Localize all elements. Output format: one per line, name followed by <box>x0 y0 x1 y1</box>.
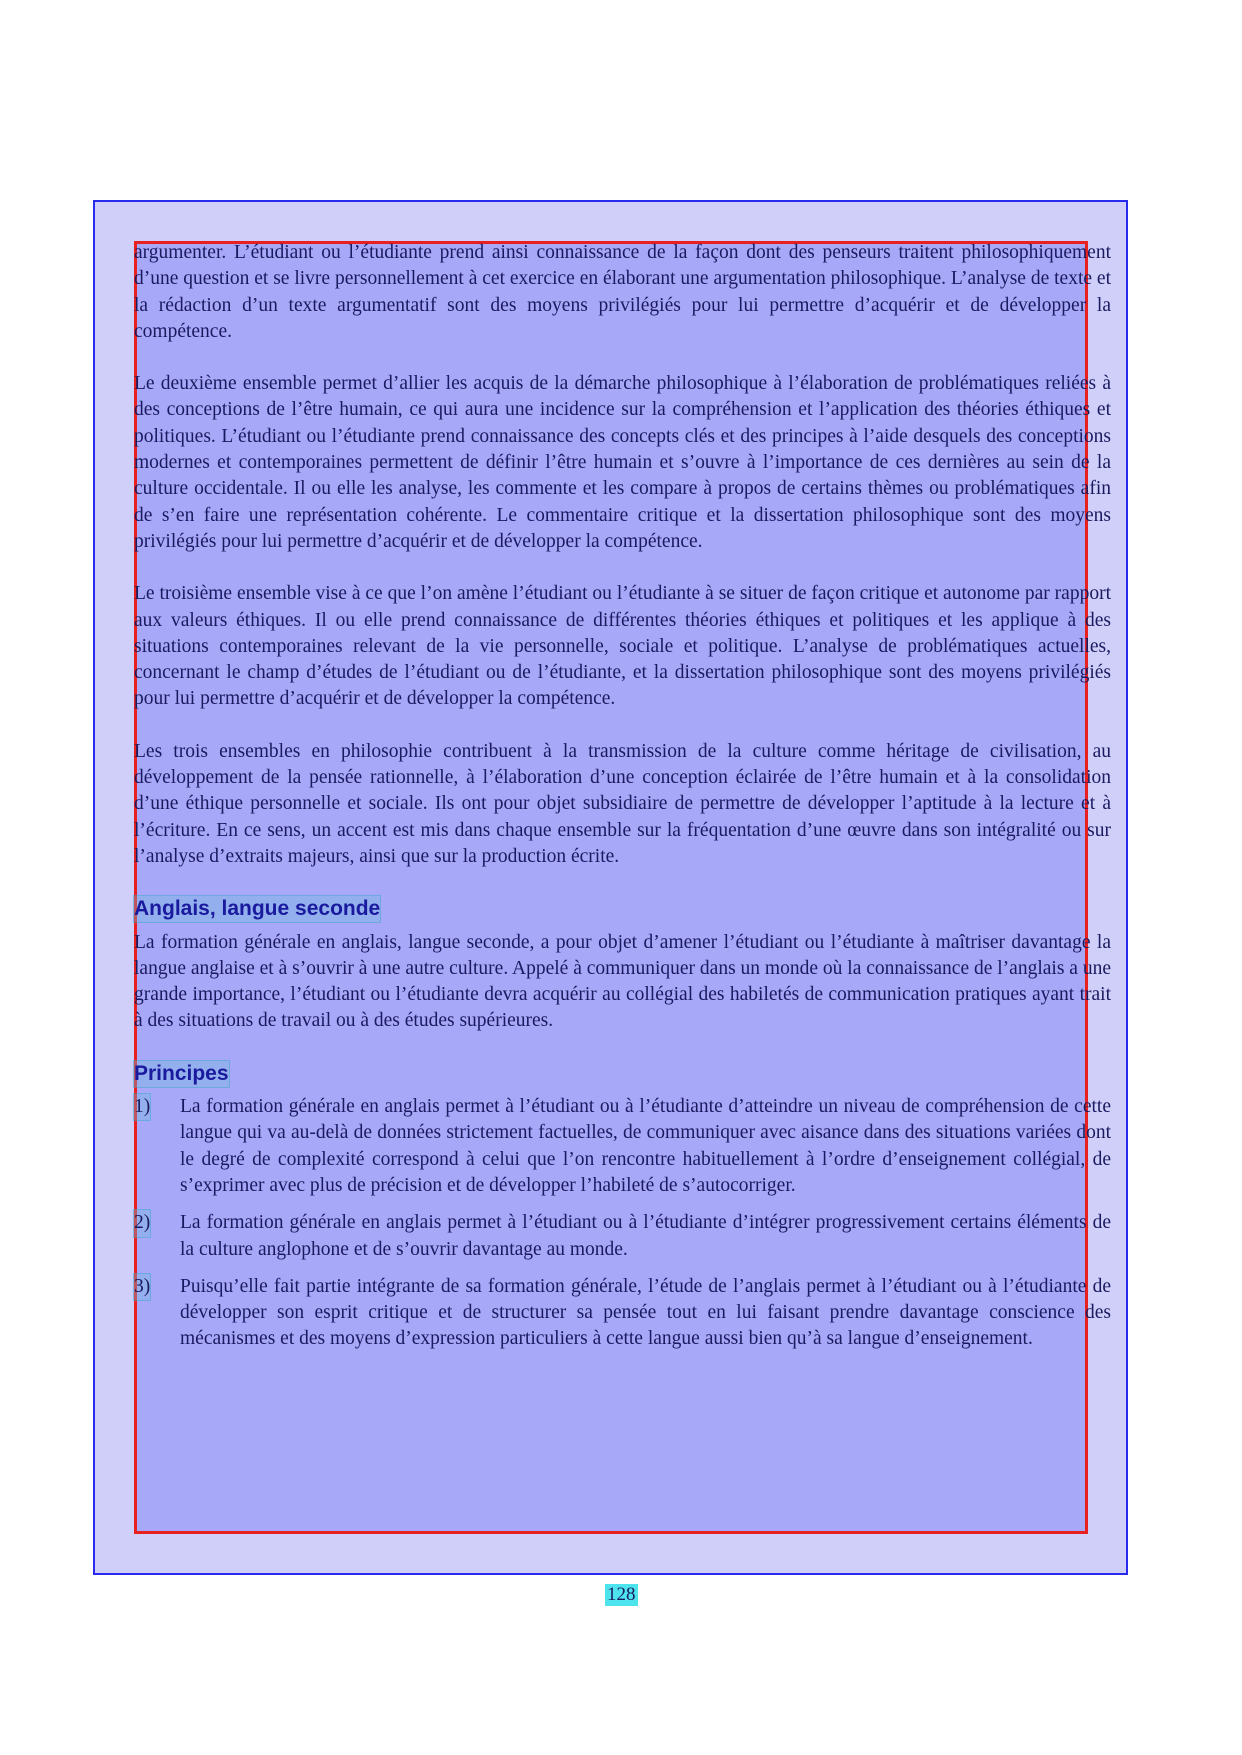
section-heading-anglais: Anglais, langue seconde <box>134 897 381 921</box>
principle-number: 3) <box>134 1274 150 1300</box>
paragraph-deuxieme-ensemble: Le deuxième ensemble permet d’allier les acquis de la démarche philosophique à l’élaboration de problématiques reliées à des conceptions de l’être humain, ce qui aura une incidence sur la compréhension et l’application des théories éthiques et politiques. L’étudiant ou l’étudiante prend connaissance des concepts clés et des principes à l’aide desquels des conceptions modernes et contemporaines permettent de définir l’être humain et s’ouvre à l’importance de ces dernières au sein de la culture occidentale. Il ou elle les analyse, les commente et les compare à propos de certains thèmes ou problématiques afin de s’en faire une représentation cohérente. Le commentaire critique et la dissertation philosophique sont des moyens privilégiés pour lui permettre d’acquérir et de développer la compétence. <box>134 373 1111 552</box>
paragraph-trois-ensembles: Les trois ensembles en philosophie contribuent à la transmission de la culture comme héritage de civilisation, au développement de la pensée rationnelle, à l’élaboration d’une conception éclairée de l’être humain et à la consolidation d’une éthique personnelle et sociale. Ils ont pour objet subsidiaire de permettre de développer l’aptitude à la lecture et à l’écriture. En ce sens, un accent est mis dans chaque ensemble sur la fréquentation d’une œuvre dans son intégralité ou sur l’analyse d’extraits majeurs, ainsi que sur la production écrite. <box>134 740 1111 867</box>
paragraph-anglais: La formation générale en anglais, langue seconde, a pour objet d’amener l’étudiant ou l’étudiante à maîtriser davantage la langue anglaise et à s’ouvrir à une autre culture. Appelé à communiquer dans un monde où la connaissance de l’anglais a une grande importance, l’étudiant ou l’étudiante devra acquérir au collégial des habiletés de communication pratiques ayant trait à des situations de travail ou à des études supérieures. <box>134 931 1111 1032</box>
principle-number: 1) <box>134 1094 150 1120</box>
principle-text: Puisqu’elle fait partie intégrante de sa formation générale, l’étude de l’anglais permet à l’étudiant ou à l’étudiante de développer son esprit critique et de structurer sa pensée tout en lui faisant prendre davantage conscience des mécanismes et des moyens d’expression particuliers à cette langue aussi bien qu’à sa langue d’enseignement. <box>180 1275 1111 1350</box>
principle-text: La formation générale en anglais permet à l’étudiant ou à l’étudiante d’intégrer progressivement certains éléments de la culture anglophone et de s’ouvrir davantage au monde. <box>180 1212 1111 1260</box>
principle-item <box>134 1274 1111 1353</box>
paragraph-troisieme-ensemble: Le troisième ensemble vise à ce que l’on amène l’étudiant ou l’étudiante à se situer de façon critique et autonome par rapport aux valeurs éthiques. Il ou elle prend connaissance de différentes théories éthiques et politiques et les applique à des situations contemporaines relevant de la vie personnelle, sociale et politique. L’analyse de problématiques actuelles, concernant le champ d’études de l’étudiant ou de l’étudiante, et la dissertation philosophique sont des moyens privilégiés pour lui permettre d’acquérir et de développer la compétence. <box>134 583 1111 710</box>
document-body <box>134 240 1111 1364</box>
principle-text: La formation générale en anglais permet à l’étudiant ou à l’étudiante d’atteindre un niveau de compréhension de cette langue qui va au-delà de données strictement factuelles, de communiquer avec aisance dans des situations variées dont le degré de complexité correspond à celui que l’on rencontre habituellement à l’ordre d’enseignement collégial, de s’exprimer avec plus de précision et de développer l’habileté de s’autocorriger. <box>180 1096 1111 1196</box>
principles-heading: Principes <box>134 1061 229 1085</box>
principle-number: 2) <box>134 1210 150 1236</box>
page-number: 128 <box>607 1584 636 1605</box>
paragraph-argumenter: argumenter. L’étudiant ou l’étudiante prend ainsi connaissance de la façon dont des penseurs traitent philosophiquement d’une question et se livre personnellement à cet exercice en élaborant une argumentation philosophique. L’analyse de texte et la rédaction d’un texte argumentatif sont des moyens privilégiés pour lui permettre d’acquérir et de développer la compétence. <box>134 242 1111 342</box>
principles-list <box>134 1094 1111 1353</box>
principle-item <box>134 1094 1111 1199</box>
principle-item <box>134 1210 1111 1263</box>
